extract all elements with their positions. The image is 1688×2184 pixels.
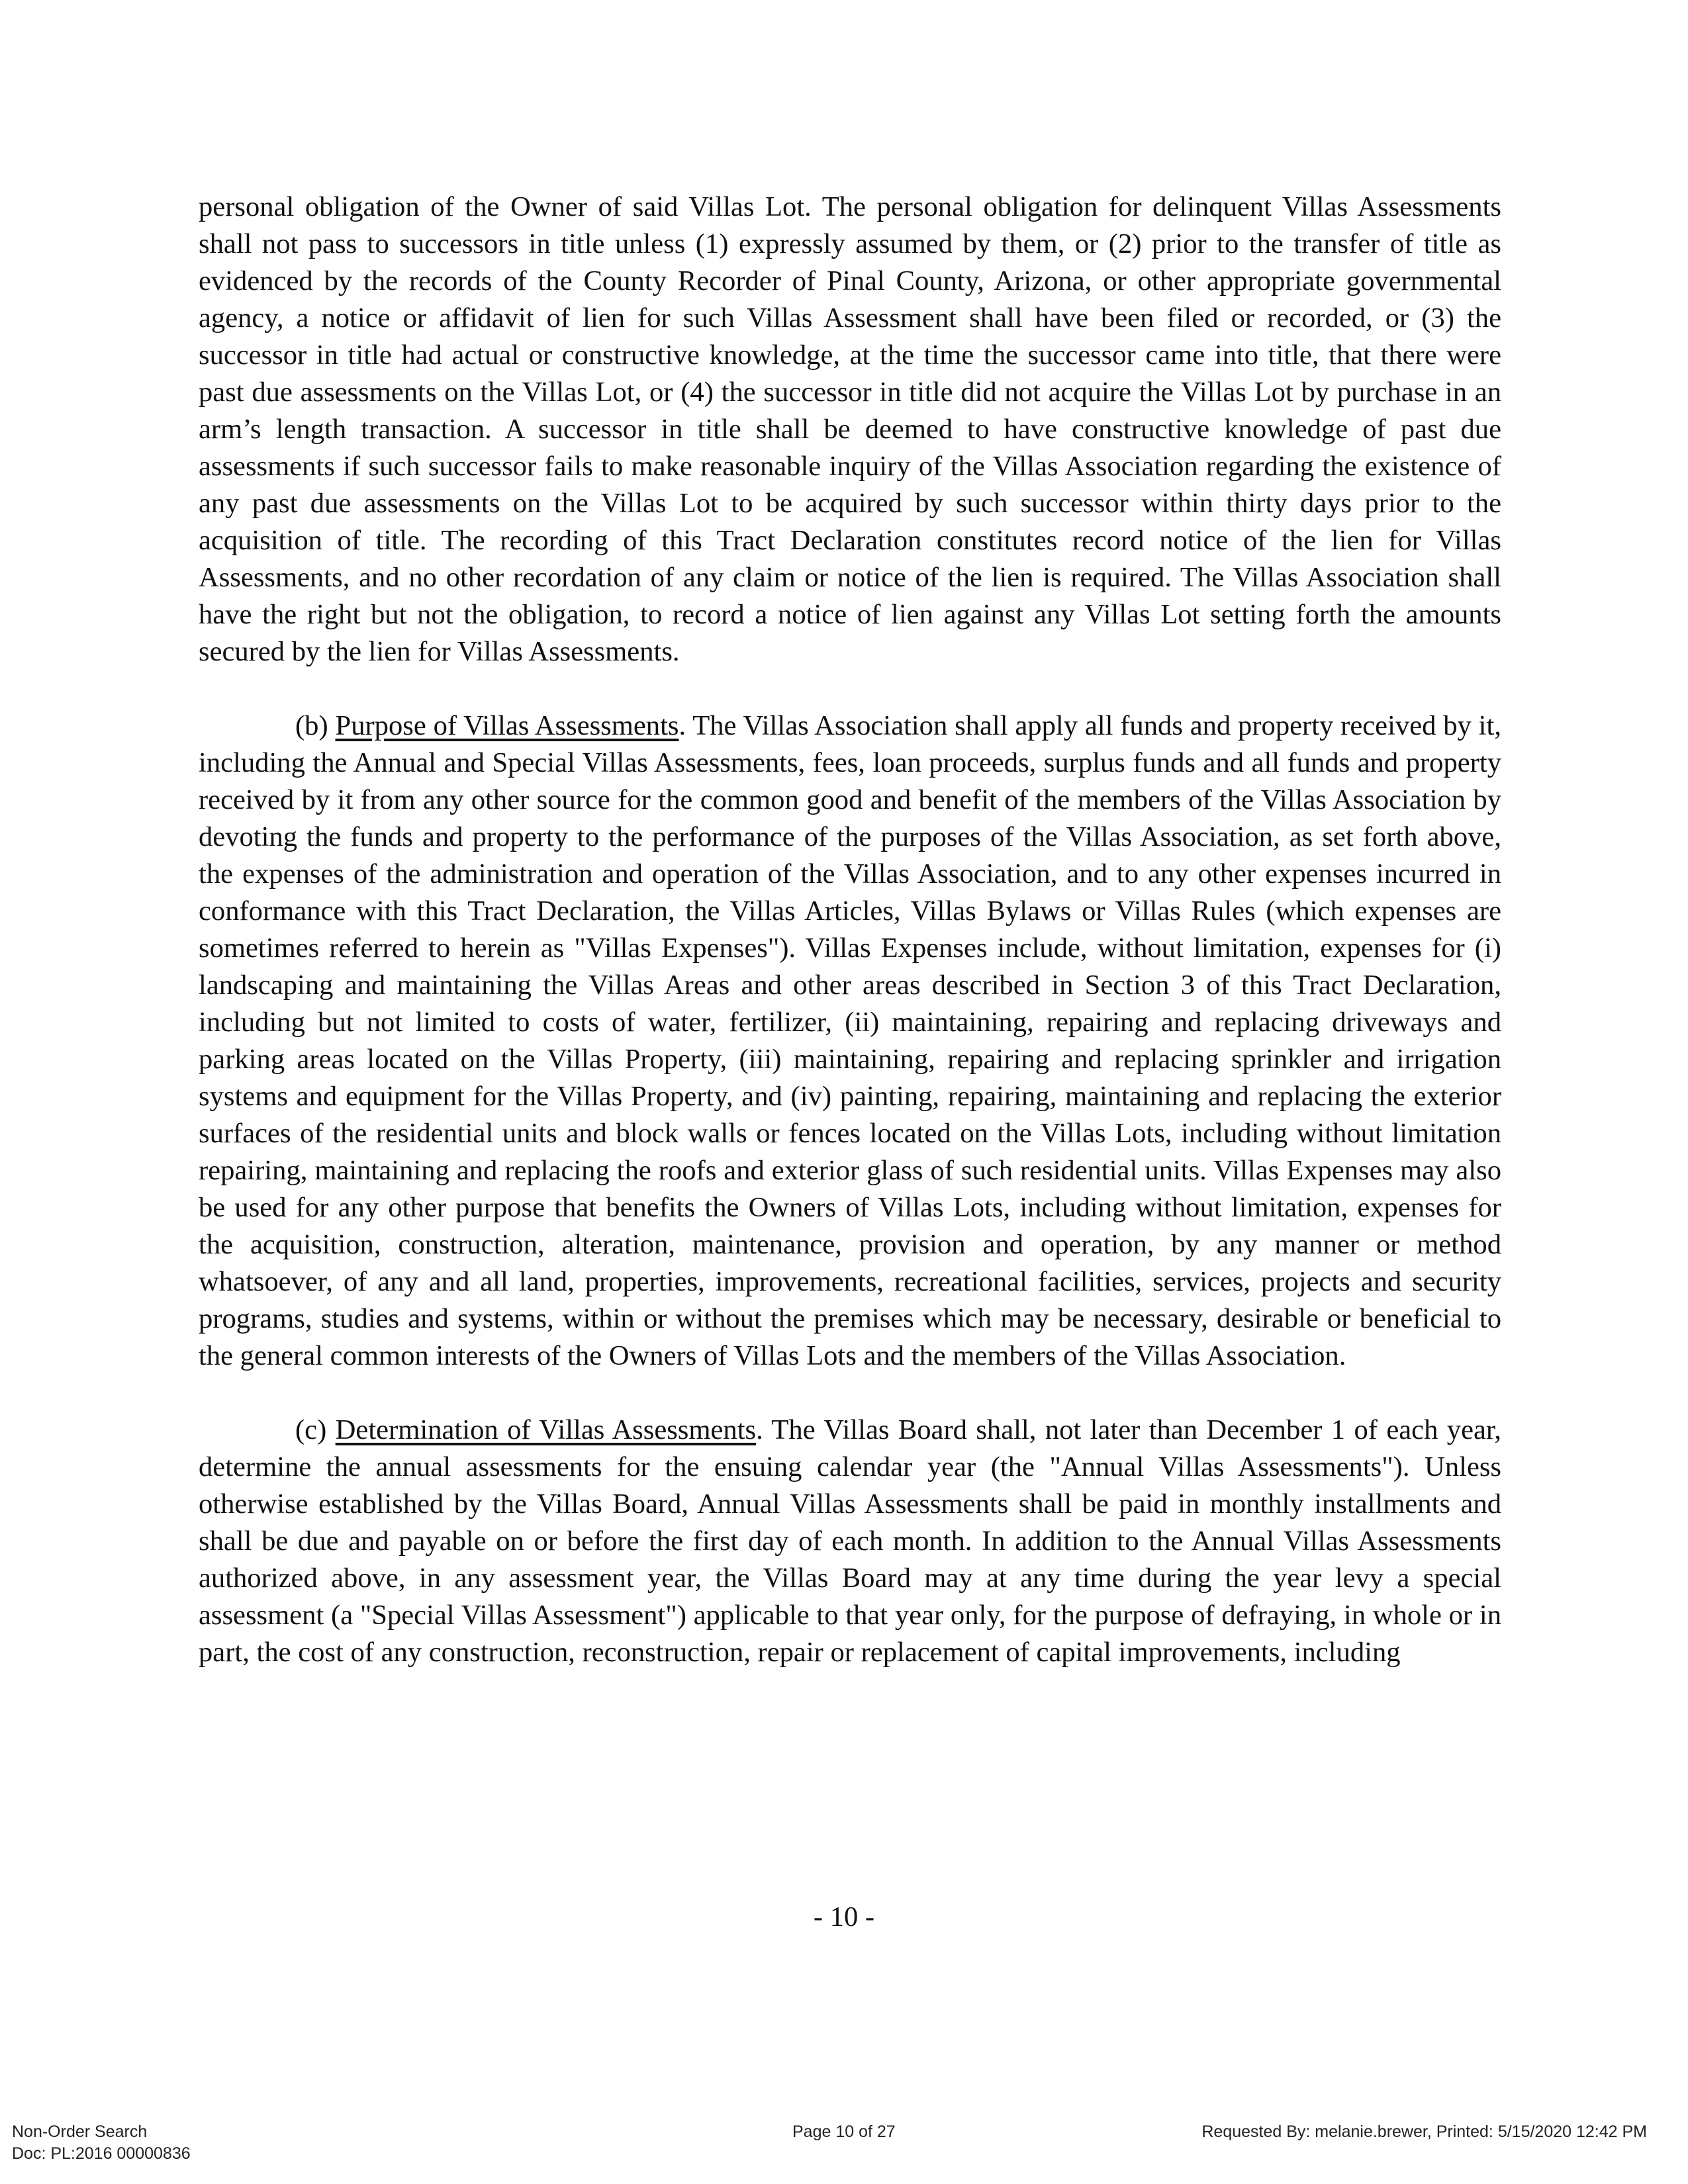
section-prefix: (b) bbox=[295, 710, 336, 741]
paragraph-text: personal obligation of the Owner of said Villas Lot. The personal obligation for delinquent Villas Assessments shall not pass to successors in title unless (1) expressly assumed by them, or (2) prior to the transfer of title as evidenced by the records of the County Recorder of Pinal County, Arizona, or other appropriate governmental agency, a notice or affidavit of lien for such Villas Assessment shall have been filed or recorded, or (3) the successor in title had actual or constructive knowledge, at the time the successor came into title, that there were past due assessments on the Villas Lot, or (4) the successor in title did not acquire the Villas Lot by purchase in an arm’s length transaction. A successor in title shall be deemed to have constructive knowledge of past due assessments if such successor fails to make reasonable inquiry of the Villas Association regarding the existence of any past due assessments on the Villas Lot to be acquired by such successor within thirty days prior to the acquisition of title. The recording of this Tract Declaration constitutes record notice of the lien for Villas Assessments, and no other recordation of any claim or notice of the lien is required. The Villas Association shall have the right but not the obligation, to record a notice of lien against any Villas Lot setting forth the amounts secured by the lien for Villas Assessments. bbox=[199, 191, 1501, 667]
document-body bbox=[199, 189, 1501, 1671]
page-number: - 10 - bbox=[813, 1901, 875, 1933]
section-heading-purpose: Purpose of Villas Assessments bbox=[335, 710, 679, 741]
section-prefix: (c) bbox=[295, 1414, 336, 1445]
paragraph-lien-obligation bbox=[199, 189, 1501, 670]
paragraph-purpose bbox=[199, 707, 1501, 1375]
section-heading-determination: Determination of Villas Assessments bbox=[335, 1414, 757, 1445]
footer-requested-by: Requested By: melanie.brewer, Printed: 5/15/2020 12:42 PM bbox=[1201, 2122, 1647, 2141]
footer-search-type: Non-Order Search bbox=[12, 2122, 148, 2141]
paragraph-text: . The Villas Association shall apply all funds and property received by it, including the Annual and Special Villas Assessments, fees, loan proceeds, surplus funds and all funds and property received by it from any other source for the common good and benefit of the members of the Villas Association by devoting the funds and property to the performance of the purposes of the Villas Association, as set forth above, the expenses of the administration and operation of the Villas Association, and to any other expenses incurred in conformance with this Tract Declaration, the Villas Articles, Villas Bylaws or Villas Rules (which expenses are sometimes referred to herein as "Villas Expenses"). Villas Expenses include, without limitation, expenses for (i) landscaping and maintaining the Villas Areas and other areas described in Section 3 of this Tract Declaration, including but not limited to costs of water, fertilizer, (ii) maintaining, repairing and replacing driveways and parking areas located on the Villas Property, (iii) maintaining, repairing and replacing sprinkler and irrigation systems and equipment for the Villas Property, and (iv) painting, repairing, maintaining and replacing the exterior surfaces of the residential units and block walls or fences located on the Villas Lots, including without limitation repairing, maintaining and replacing the roofs and exterior glass of such residential units. Villas Expenses may also be used for any other purpose that benefits the Owners of Villas Lots, including without limitation, expenses for the acquisition, construction, alteration, maintenance, provision and operation, by any manner or method whatsoever, of any and all land, properties, improvements, recreational facilities, services, projects and security programs, studies and systems, within or without the premises which may be necessary, desirable or beneficial to the general common interests of the Owners of Villas Lots and the members of the Villas Association. bbox=[199, 710, 1501, 1371]
paragraph-determination bbox=[199, 1412, 1501, 1671]
footer-doc-id: Doc: PL:2016 00000836 bbox=[12, 2144, 191, 2163]
footer-page-count: Page 10 of 27 bbox=[792, 2122, 896, 2141]
paragraph-text: . The Villas Board shall, not later than December 1 of each year, determine the annual assessments for the ensuing calendar year (the "Annual Villas Assessments"). Unless otherwise established by the Villas Board, Annual Villas Assessments shall be paid in monthly installments and shall be due and payable on or before the first day of each month. In addition to the Annual Villas Assessments authorized above, in any assessment year, the Villas Board may at any time during the year levy a special assessment (a "Special Villas Assessment") applicable to that year only, for the purpose of defraying, in whole or in part, the cost of any construction, reconstruction, repair or replacement of capital improvements, including bbox=[199, 1414, 1502, 1668]
